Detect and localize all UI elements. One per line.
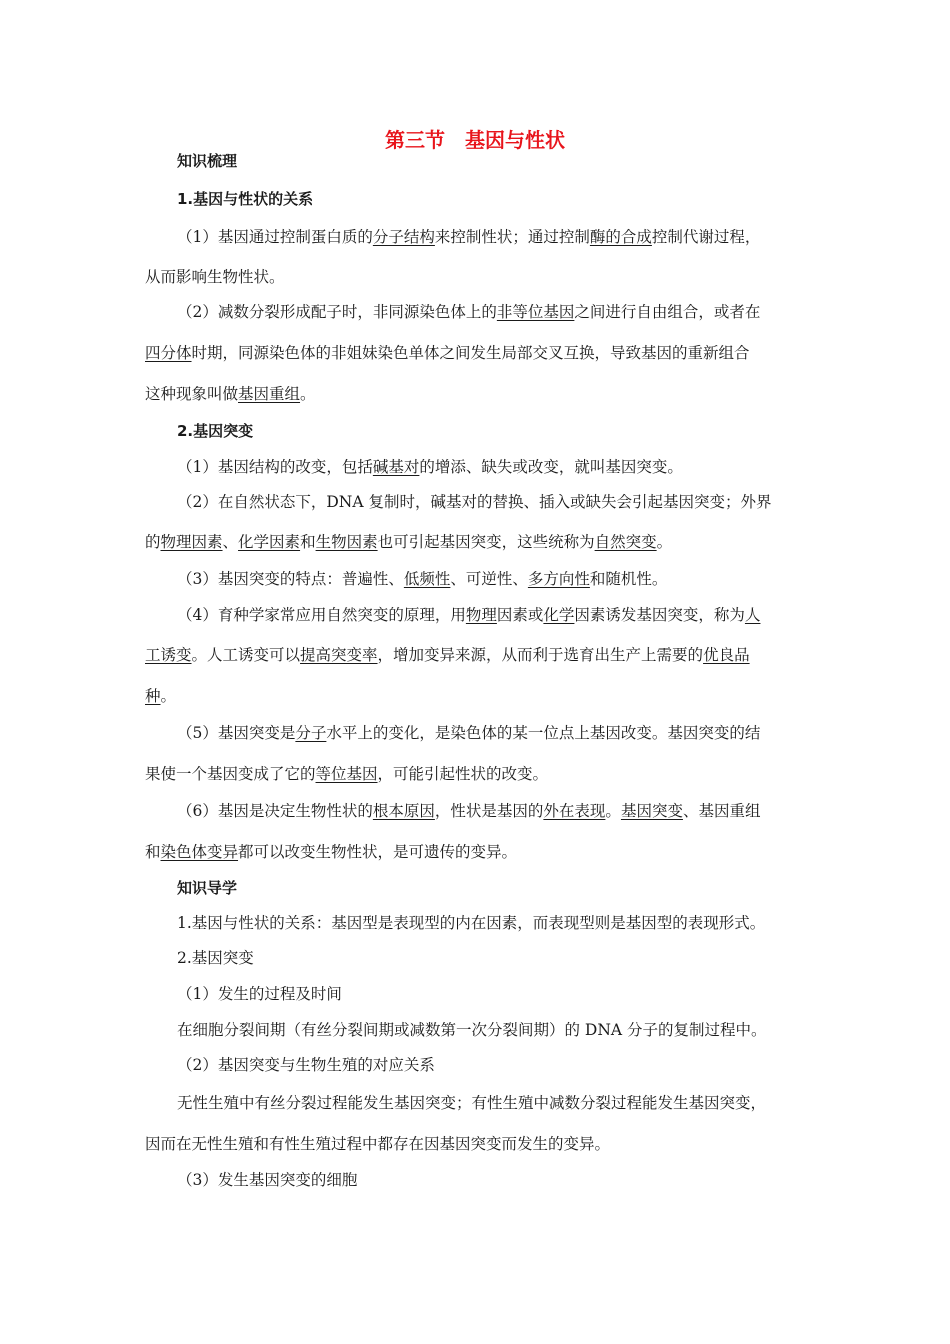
text-run: 在细胞分裂间期（有丝分裂间期或减数第一次分裂间期）的 DNA 分子的复制过程中。: [177, 1021, 767, 1039]
text-run: 因素诱发基因突变，称为: [574, 606, 745, 624]
text-run: 来控制性状；通过控制: [434, 228, 590, 246]
text-run: （1）基因结构的改变，包括: [177, 458, 373, 476]
text-line: [177, 492, 771, 512]
underlined-answer: 根本原因: [372, 802, 435, 820]
text-line: [145, 343, 750, 363]
underlined-answer: 碱基对: [372, 458, 420, 476]
text-line: [177, 1093, 766, 1113]
underlined-answer: 非等位基因: [496, 303, 575, 321]
text-run: ，增加变异来源，从而利于选育出生产上需要的: [377, 646, 704, 664]
text-run: 从而影响生物性状。: [145, 268, 285, 286]
text-line: [177, 227, 760, 247]
text-line: [145, 267, 285, 287]
text-line: [177, 1020, 767, 1040]
underlined-answer: 物理: [465, 606, 497, 624]
text-run: 知识梳理: [177, 152, 238, 170]
underlined-answer: 化学: [543, 606, 575, 624]
underlined-answer: 外在表现: [543, 802, 606, 820]
text-line: [177, 723, 760, 743]
underlined-answer: 优良品: [703, 646, 750, 664]
text-run: ，可能引起性状的改变。: [377, 765, 549, 783]
underlined-answer: 分子: [295, 724, 327, 742]
text-run: 2.基因突变: [177, 422, 254, 440]
text-run: 的: [145, 533, 161, 551]
underlined-answer: 种: [145, 687, 161, 705]
text-run: （1）基因通过控制蛋白质的: [177, 228, 373, 246]
section-heading: [177, 189, 313, 209]
text-run: （3）基因突变的特点：普遍性、: [177, 570, 404, 588]
text-run: 水平上的变化，是染色体的某一位点上基因改变。基因突变的结: [326, 724, 761, 742]
text-run: （6）基因是决定生物性状的: [177, 802, 373, 820]
text-run: 1.基因与性状的关系：基因型是表现型的内在因素，而表现型则是基因型的表现形式。: [177, 914, 766, 932]
text-run: 都可以改变生物性状，是可遗传的变异。: [238, 843, 518, 861]
text-line: [145, 1134, 610, 1154]
underlined-answer: 等位基因: [315, 765, 378, 783]
text-run: 2.基因突变: [177, 949, 254, 967]
text-line: [145, 842, 517, 862]
underlined-answer: 基因重组: [238, 385, 301, 403]
text-run: 无性生殖中有丝分裂过程能发生基因突变；有性生殖中减数分裂过程能发生基因突变，: [177, 1094, 767, 1112]
text-run: （3）发生基因突变的细胞: [177, 1171, 358, 1189]
underlined-answer: 基因突变: [620, 802, 683, 820]
text-line: [145, 532, 672, 552]
text-line: [177, 1055, 435, 1075]
text-run: （2）减数分裂形成配子时，非同源染色体上的: [177, 303, 497, 321]
text-run: 、基因重组: [682, 802, 761, 820]
text-run: 因素或: [496, 606, 544, 624]
text-line: [177, 801, 760, 821]
text-line: [177, 569, 667, 589]
underlined-answer: 染色体变异: [160, 843, 239, 861]
text-run: 的增添、缺失或改变，就叫基因突变。: [419, 458, 683, 476]
text-run: 。: [605, 802, 621, 820]
underlined-answer: 自然突变: [594, 533, 657, 551]
text-run: 和随机性。: [589, 570, 668, 588]
text-run: 果使一个基因变成了它的: [145, 765, 316, 783]
underlined-answer: 化学因素: [238, 533, 301, 551]
text-line: [177, 1170, 357, 1190]
text-run: 时期，同源染色体的非姐妹染色单体之间发生局部交叉互换，导致基因的重新组合: [191, 344, 750, 362]
section-heading: [177, 151, 237, 171]
text-line: [177, 457, 683, 477]
underlined-answer: 工诱变: [145, 646, 192, 664]
text-run: 和: [145, 843, 161, 861]
underlined-answer: 物理因素: [160, 533, 223, 551]
text-line: [145, 764, 548, 784]
text-run: （1）发生的过程及时间: [177, 985, 342, 1003]
underlined-answer: 提高突变率: [300, 646, 378, 664]
text-line: [145, 384, 316, 404]
text-line: [177, 948, 254, 968]
text-run: 、可逆性、: [450, 570, 528, 588]
text-run: 之间进行自由组合，或者在: [574, 303, 761, 321]
text-run: 也可引起基因突变，这些统称为: [377, 533, 595, 551]
underlined-answer: 酶的合成: [589, 228, 652, 246]
underlined-answer: 多方向性: [527, 570, 590, 588]
underlined-answer: 四分体: [145, 344, 192, 362]
text-line: [145, 686, 176, 706]
text-run: 这种现象叫做: [145, 385, 239, 403]
text-line: [177, 302, 760, 322]
text-run: 和: [300, 533, 316, 551]
text-run: 控制代谢过程，: [651, 228, 761, 246]
text-run: 、: [222, 533, 239, 551]
text-line: [177, 605, 760, 625]
text-run: 。: [160, 687, 177, 705]
text-run: （2）在自然状态下，DNA 复制时，碱基对的替换、插入或缺失会引起基因突变；外界: [177, 493, 772, 511]
text-run: （2）基因突变与生物生殖的对应关系: [177, 1056, 435, 1074]
underlined-answer: 分子结构: [372, 228, 435, 246]
text-run: 。: [656, 533, 673, 551]
underlined-answer: 低频性: [403, 570, 451, 588]
text-line: [177, 984, 342, 1004]
page-title: 第三节 基因与性状: [385, 128, 565, 152]
underlined-answer: 生物因素: [315, 533, 378, 551]
section-heading: [177, 421, 253, 441]
text-run: 因而在无性生殖和有性生殖过程中都存在因基因突变而发生的变异。: [145, 1135, 611, 1153]
text-run: 。: [300, 385, 316, 403]
text-run: 。人工诱变可以: [191, 646, 301, 664]
text-run: 知识导学: [177, 879, 238, 897]
text-run: ，性状是基因的: [434, 802, 544, 820]
text-line: [145, 645, 750, 665]
section-heading: [177, 878, 237, 898]
underlined-answer: 人: [744, 606, 761, 624]
text-run: （4）育种学家常应用自然突变的原理，用: [177, 606, 466, 624]
text-line: [177, 913, 765, 933]
text-run: 1.基因与性状的关系: [177, 190, 314, 208]
text-run: （5）基因突变是: [177, 724, 296, 742]
